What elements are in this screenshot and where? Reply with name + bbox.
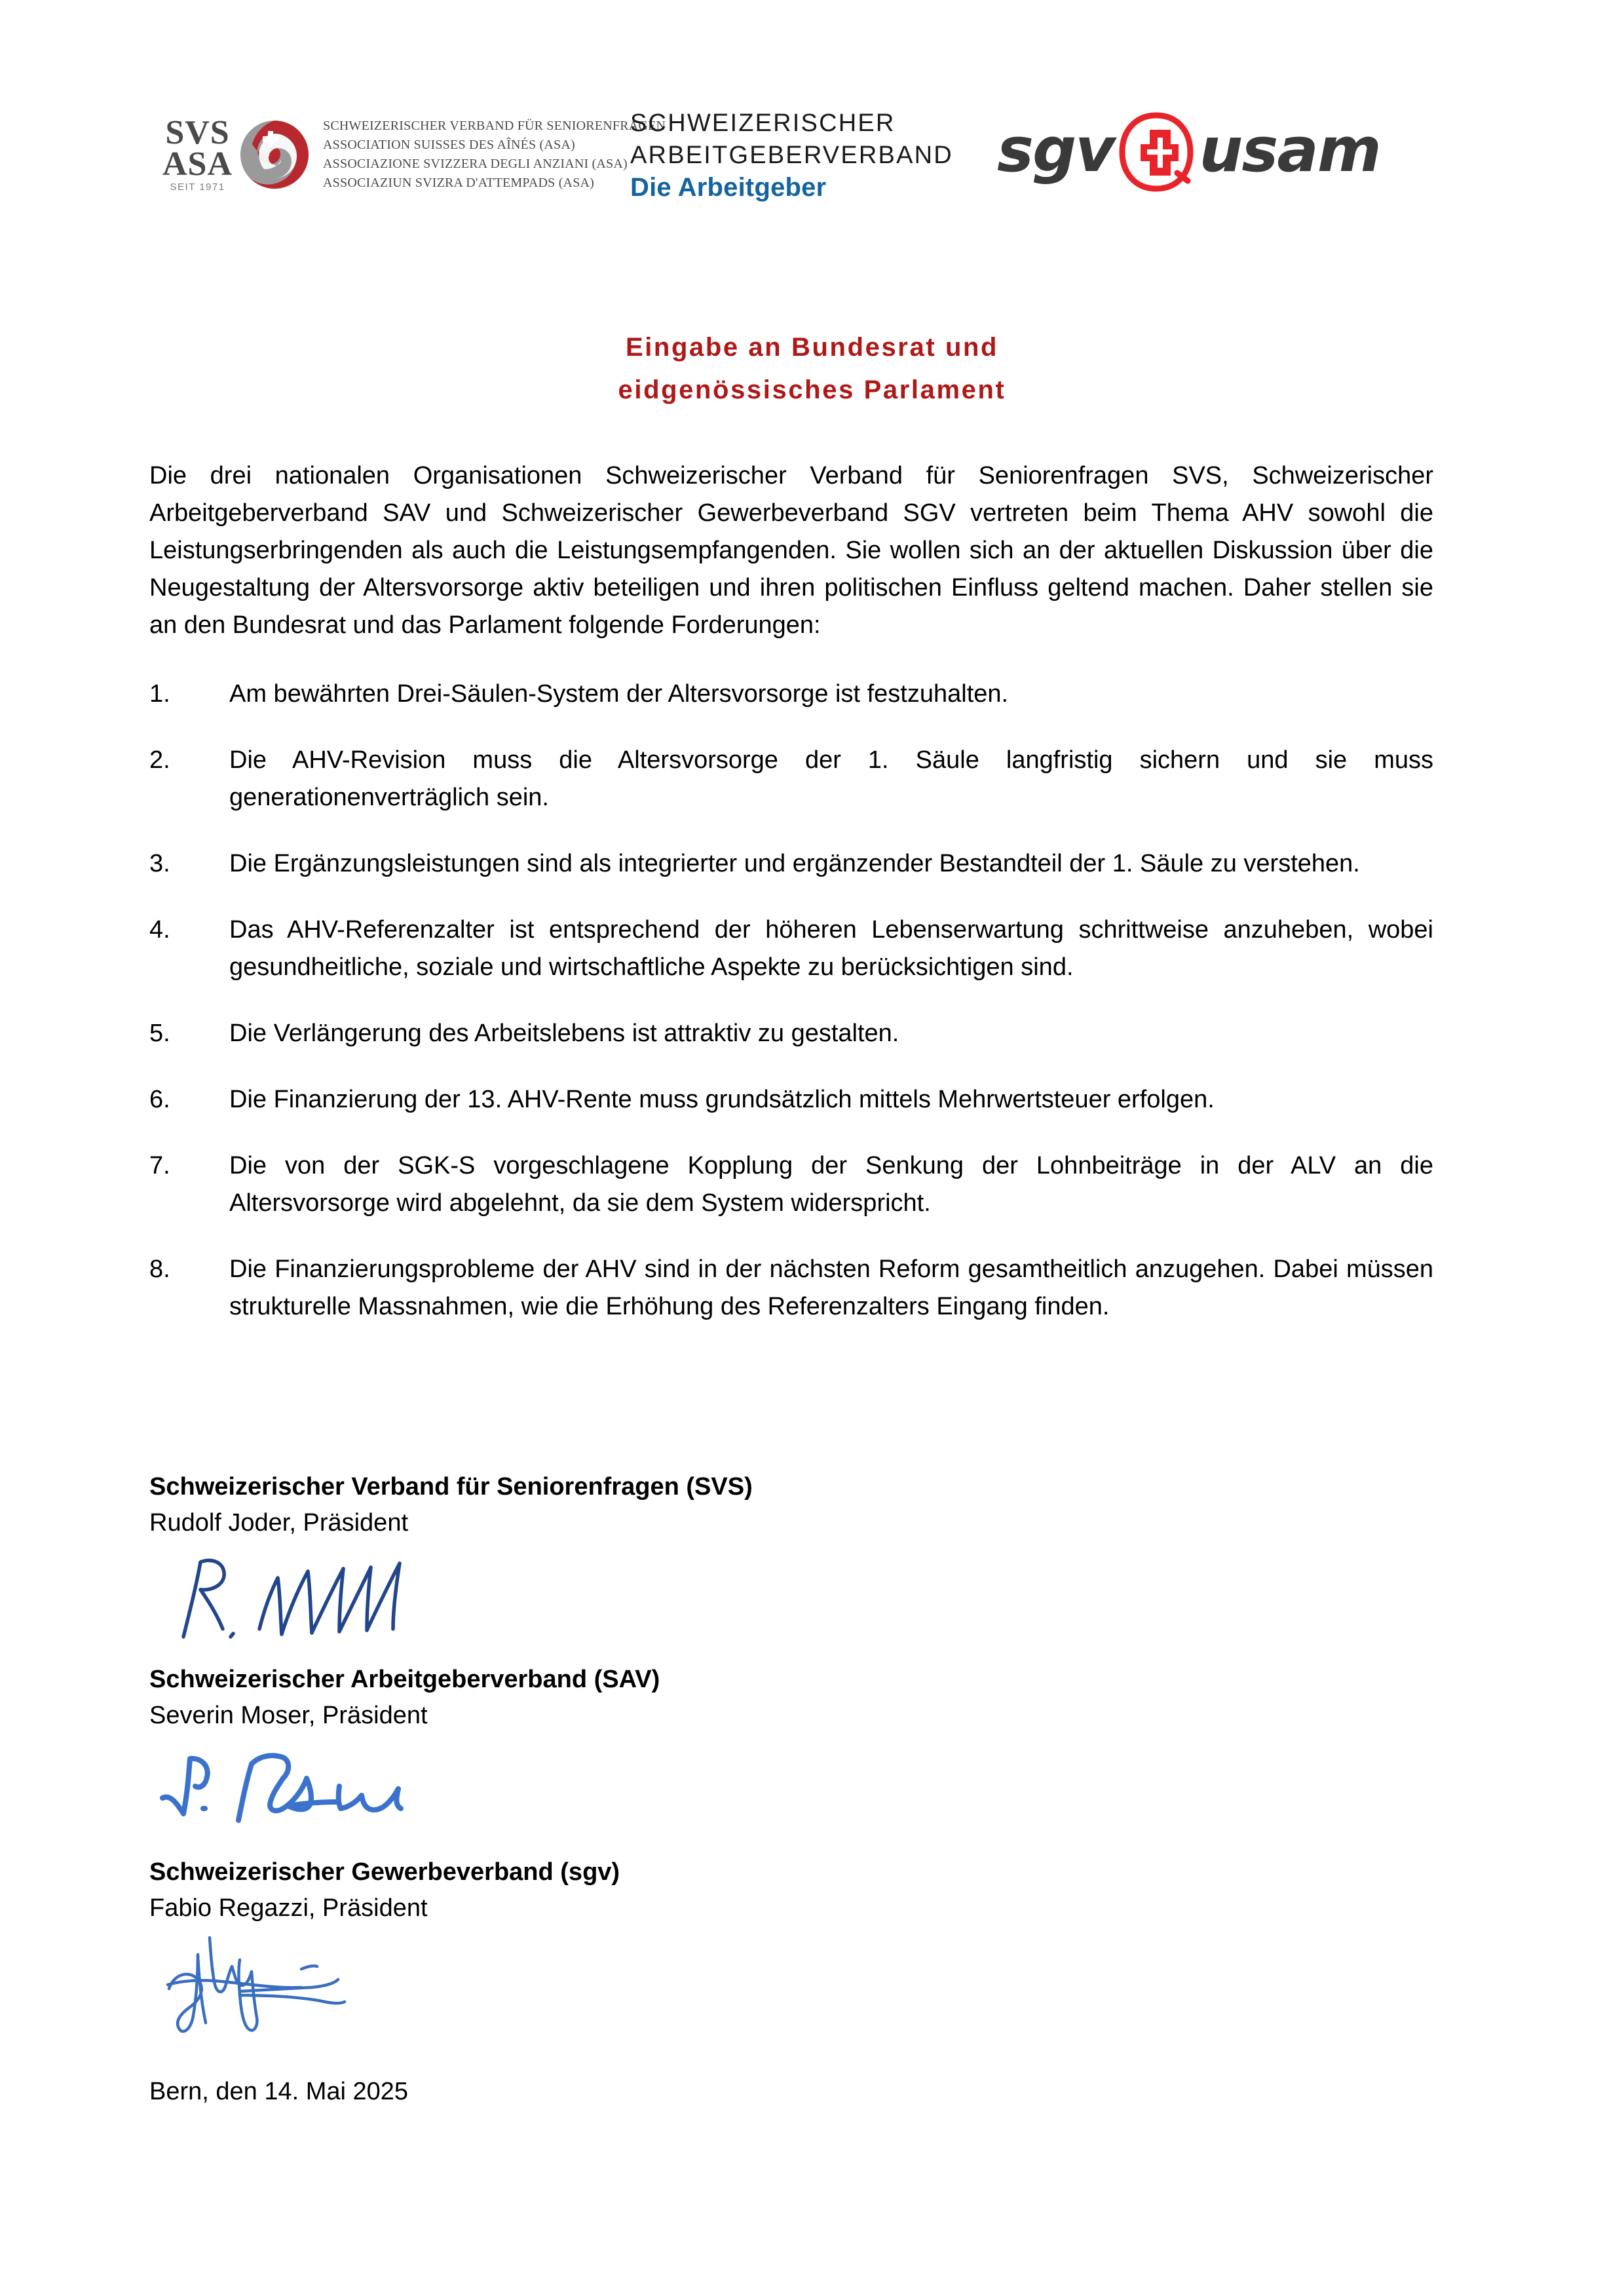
document-title-line1: Eingabe an Bundesrat und <box>625 333 999 362</box>
document-title-line2: eidgenössisches Parlament <box>618 375 1006 404</box>
signature-block-sav <box>149 1662 1433 1836</box>
sgv-logo-left-word: sgv <box>997 115 1114 186</box>
signature-fabio-regazzi <box>149 1931 1433 2056</box>
svs-name-de: SCHWEIZERISCHER VERBAND FÜR SENIORENFRAGEN <box>323 119 666 133</box>
demand-text: Die Finanzierung der 13. AHV-Rente muss grundsätzlich mittels Mehrwertsteuer erfolgen. <box>229 1086 1215 1113</box>
intro-paragraph: Die drei nationalen Organisationen Schweizerischer Verband für Seniorenfragen SVS, Schweizerischer Arbeitgeberverband SAV und Schweizerischer Gewerbeverband SGV vertreten beim Thema AHV sowohl die Leistungserbringenden als auch die Leistungsempfangenden. Sie wollen sich an der aktuellen Diskussion über die Neugestaltung der Altersvorsorge aktiv beteiligen und ihren politischen Einfluss geltend machen. Daher stellen sie an den Bundesrat und das Parlament folgende Forderungen: <box>149 462 1433 639</box>
demand-text: Das AHV-Referenzalter ist entsprechend der höheren Lebenserwartung schrittweise anzuheben, wobei gesundheitliche, soziale und wirtschaftliche Aspekte zu berücksichtigen sind. <box>229 916 1433 981</box>
demands-list <box>149 676 1433 1326</box>
svs-name-list <box>323 117 666 193</box>
signature-section <box>149 1469 1433 2110</box>
signature-organisation: Schweizerischer Verband für Seniorenfragen (SVS) <box>149 1473 753 1501</box>
svs-acronym <box>162 113 233 193</box>
document-body <box>149 432 1433 1354</box>
sav-logo <box>630 107 953 202</box>
demand-text: Die von der SGK-S vorgeschlagene Kopplung der Senkung der Lohnbeiträge in der ALV an die Altersvorsorge wird abgelehnt, da sie dem System widerspricht. <box>229 1152 1433 1217</box>
demand-item <box>149 1015 1433 1052</box>
demand-item <box>149 1081 1433 1119</box>
swiss-cross-emblem-icon <box>1114 110 1198 194</box>
demand-number: 2. <box>149 746 170 774</box>
demand-number: 8. <box>149 1255 170 1283</box>
demand-number: 7. <box>149 1152 170 1179</box>
demand-number: 3. <box>149 850 170 877</box>
signature-person: Rudolf Joder, Präsident <box>149 1509 409 1537</box>
demand-number: 1. <box>149 680 170 708</box>
sgv-logo-right-word: usam <box>1199 115 1380 186</box>
signature-organisation: Schweizerischer Gewerbeverband (sgv) <box>149 1858 620 1886</box>
sav-logo-tagline: Die Arbeitgeber <box>630 173 827 202</box>
signature-organisation: Schweizerischer Arbeitgeberverband (SAV) <box>149 1666 660 1694</box>
demand-text: Die AHV-Revision muss die Altersvorsorge der 1. Säule langfristig sichern und sie muss generationenverträglich sein. <box>229 746 1433 811</box>
svs-name-it: ASSOCIAZIONE SVIZZERA DEGLI ANZIANI (ASA) <box>323 157 628 171</box>
demand-number: 5. <box>149 1020 170 1047</box>
document-title <box>0 326 1624 411</box>
demand-text: Die Ergänzungsleistungen sind als integrierter und ergänzender Bestandteil der 1. Säule zu verstehen. <box>229 850 1360 877</box>
demand-item <box>149 1147 1433 1222</box>
demand-item <box>149 742 1433 816</box>
demand-item <box>149 676 1433 713</box>
demand-number: 6. <box>149 1086 170 1113</box>
svs-name-fr: ASSOCIATION SUISSES DES AÎNÉS (ASA) <box>323 138 575 152</box>
signature-rudolf-joder <box>149 1545 1433 1643</box>
sgv-usam-logo <box>997 111 1380 190</box>
svs-swirl-icon <box>238 118 311 191</box>
signature-person: Fabio Regazzi, Präsident <box>149 1894 428 1923</box>
svs-acronym-line1: SVS <box>165 113 230 151</box>
svs-asa-logo <box>162 113 666 193</box>
sav-logo-line2: ARBEITGEBERVERBAND <box>630 141 953 169</box>
demand-item <box>149 845 1433 883</box>
signature-person: Severin Moser, Präsident <box>149 1702 428 1730</box>
svs-logo-mark <box>162 113 311 193</box>
demand-text: Am bewährten Drei-Säulen-System der Altersvorsorge ist festzuhalten. <box>229 680 1009 708</box>
logo-bar <box>0 98 1624 242</box>
svs-name-rm: ASSOCIAZIUN SVIZRA D'ATTEMPADS (ASA) <box>323 176 595 190</box>
demand-text: Die Finanzierungsprobleme der AHV sind in der nächsten Reform gesamtheitlich anzugehen. Dabei müssen strukturelle Massnahmen, wie die Erhöhung des Referenzalters Eingang finden. <box>229 1255 1433 1320</box>
signature-block-svs <box>149 1469 1433 1643</box>
demand-item <box>149 911 1433 986</box>
signature-block-sgv <box>149 1854 1433 2055</box>
svs-since-label: SEIT 1971 <box>170 182 225 193</box>
demand-text: Die Verlängerung des Arbeitslebens ist attraktiv zu gestalten. <box>229 1020 899 1047</box>
svs-acronym-line2: ASA <box>162 145 233 183</box>
sav-logo-line1: SCHWEIZERISCHER <box>630 109 896 137</box>
date-line: Bern, den 14. Mai 2025 <box>149 2077 409 2105</box>
signature-severin-moser <box>149 1738 1433 1836</box>
demand-number: 4. <box>149 916 170 944</box>
demand-item <box>149 1251 1433 1326</box>
